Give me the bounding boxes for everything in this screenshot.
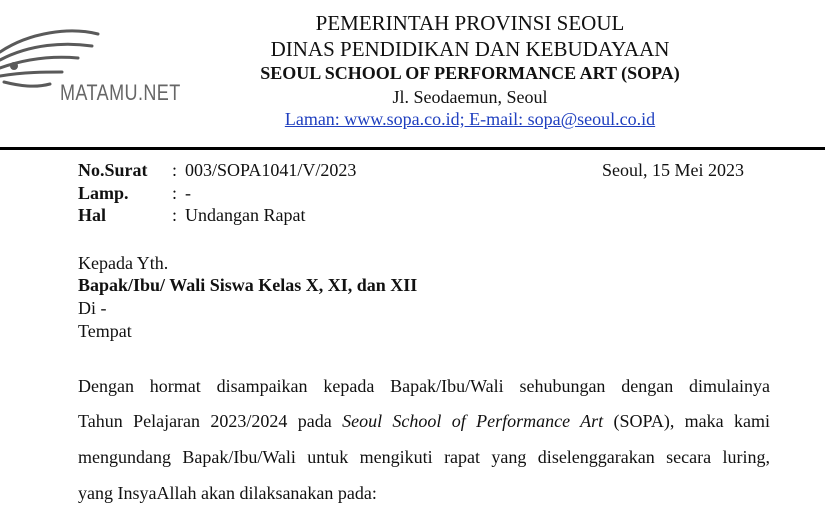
logo-text: MATAMU.NET [60, 80, 181, 105]
letterhead-school-name: SEOUL SCHOOL OF PERFORMANCE ART (SOPA) [260, 63, 680, 83]
body-line-3: mengundang Bapak/Ibu/Wali untuk mengikuti rapat yang diselenggarakan secara luring, [78, 447, 770, 467]
school-name-italic: Seoul School of Performance Art [342, 411, 604, 431]
body-line-2-end: (SOPA), maka kami [603, 411, 771, 431]
letterhead-department: DINAS PENDIDIKAN DAN KEBUDAYAAN [270, 37, 670, 61]
recipient-greeting: Kepada Yth. [78, 253, 169, 273]
subject-label: Hal [78, 205, 107, 225]
attachment-colon: : [172, 183, 178, 203]
letterhead-government: PEMERINTAH PROVINSI SEOUL [315, 11, 625, 35]
body-line-2-start: Tahun Pelajaran 2023/2024 pada [78, 411, 343, 431]
body-line-1: Dengan hormat disampaikan kepada Bapak/Ibu/Wali sehubungan dengan dimulainya [78, 376, 770, 396]
letter-number-label: No.Surat [78, 160, 148, 180]
body-line-4: yang InsyaAllah akan dilaksanakan pada: [78, 483, 377, 503]
recipient-di: Di - [78, 298, 107, 318]
recipient-place: Tempat [78, 321, 132, 341]
letterhead-address: Jl. Seodaemun, Seoul [392, 87, 548, 107]
attachment-label: Lamp. [78, 183, 129, 203]
subject-colon: : [172, 205, 178, 225]
letterhead-divider [0, 147, 825, 150]
letterhead-contact-link[interactable]: Laman: www.sopa.co.id; E-mail: sopa@seoul.co.id [284, 109, 656, 129]
letter-date: Seoul, 15 Mei 2023 [602, 160, 744, 180]
recipient-name: Bapak/Ibu/ Wali Siswa Kelas X, XI, dan XII [78, 275, 418, 295]
subject-value: Undangan Rapat [185, 205, 306, 225]
body-line-2 [78, 411, 770, 432]
attachment-value: - [185, 183, 191, 203]
letter-number-value: 003/SOPA1041/V/2023 [185, 160, 357, 180]
letter-number-colon: : [172, 160, 178, 180]
